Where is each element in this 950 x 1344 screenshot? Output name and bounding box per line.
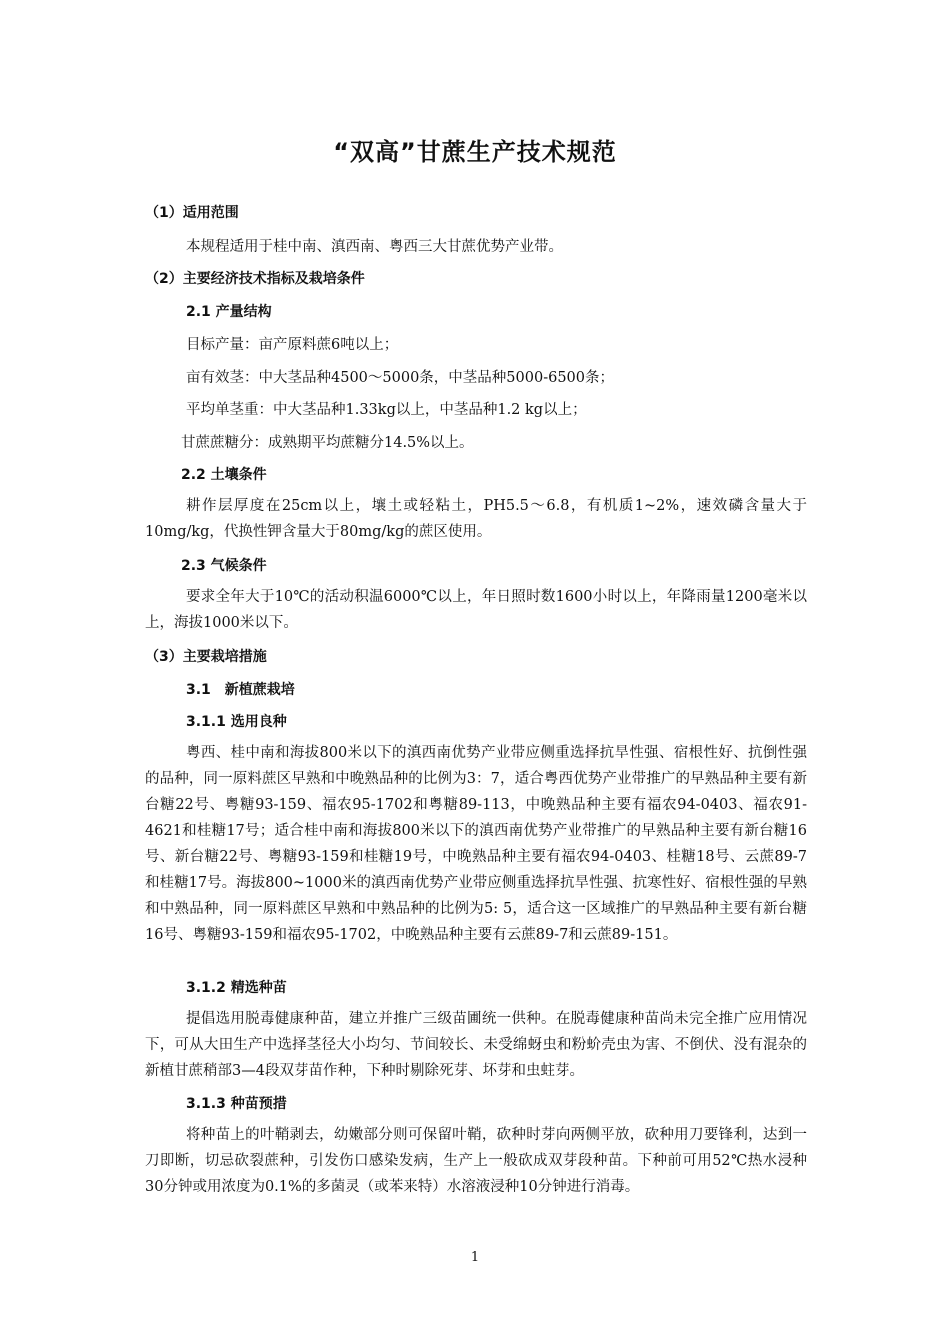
section-1-text: 本规程适用于桂中南、滇西南、粤西三大甘蔗优势产业带。 bbox=[186, 239, 563, 255]
stalk-weight-line: 平均单茎重：中大茎品种1.33kg以上，中茎品种1.2 kg以上； bbox=[186, 402, 587, 418]
sugar-content-line: 甘蔗蔗糖分：成熟期平均蔗糖分14.5%以上。 bbox=[181, 435, 474, 451]
yield-target-line: 目标产量：亩产原料蔗6吨以上； bbox=[186, 337, 399, 353]
seedling-selection-paragraph: 提倡选用脱毒健康种苗，建立并推广三级苗圃统一供种。在脱毒健康种苗尚未完全推广应用情况下，可从大田生产中选择茎径大小均匀、节间较长、未受绵蚜虫和粉蚧壳虫为害、不倒伏、没有混杂的新植甘蔗稍部3—4段双芽苗作种，下种时剔除死芽、坏芽和虫蛀芽。 bbox=[145, 1011, 807, 1079]
variety-selection-paragraph: 粤西、桂中南和海拔800米以下的滇西南优势产业带应侧重选择抗旱性强、宿根性好、抗倒性强的品种，同一原料蔗区早熟和中晚熟品种的比例为3：7，适合粤西优势产业带推广的早熟品种主要有新台糖22号、粤糖93-159、福农95-1702和粤糖89-113，中晚熟品种主要有福农94-0403、福农91-4621和桂糖17号；适合桂中南和海拔800米以下的滇西南优势产业带推广的早熟品种主要有新台糖16号、新台糖22号、粤糖93-159和桂糖19号，中晚熟品种主要有福农94-0403、桂糖18号、云蔗89-7和桂糖17号。海拔800~1000米的滇西南优势产业带应侧重选择抗旱性强、抗寒性好、宿根性强的早熟和中熟品种，同一原料蔗区早熟和中熟品种的比例为5: 5，适合这一区域推广的早熟品种主要有新台糖16号、粤糖93-159和福农95-1702，中晚熟品种主要有云蔗89-7和云蔗89-151。 bbox=[145, 745, 807, 943]
seedling-treatment-paragraph: 将种苗上的叶鞘剥去，幼嫩部分则可保留叶鞘，砍种时芽向两侧平放，砍种用刀要锋利，达到一刀即断，切忌砍裂蔗种，引发伤口感染发病，生产上一般砍成双芽段种苗。下种前可用52℃热水浸种30分钟或用浓度为0.1%的多菌灵（或苯来特）水溶液浸种10分钟进行消毒。 bbox=[145, 1127, 807, 1195]
section-2-heading: （2）主要经济技术指标及栽培条件 bbox=[145, 271, 365, 287]
effective-stalks-line: 亩有效茎：中大茎品种4500～5000条，中茎品种5000-6500条； bbox=[186, 370, 615, 386]
soil-conditions-paragraph: 耕作层厚度在25cm以上，壤土或轻粘土，PH5.5～6.8，有机质1~2%，速效磷含量大于10mg/kg，代换性钾含量大于80mg/kg的蔗区使用。 bbox=[145, 498, 807, 540]
section-3-1-heading: 3.1 新植蔗栽培 bbox=[186, 682, 295, 698]
section-1-heading: （1）适用范围 bbox=[145, 205, 239, 221]
section-3-1-3-heading: 3.1.3 种苗预措 bbox=[186, 1096, 287, 1112]
page-number: 1 bbox=[470, 1250, 480, 1265]
section-3-1-2-heading: 3.1.2 精选种苗 bbox=[186, 980, 287, 996]
section-3-heading: （3）主要栽培措施 bbox=[145, 649, 267, 665]
climate-conditions-paragraph: 要求全年大于10℃的活动积温6000℃以上，年日照时数1600小时以上，年降雨量1200毫米以上，海拔1000米以下。 bbox=[145, 589, 807, 631]
page-title: “双高”甘蔗生产技术规范 bbox=[333, 138, 617, 166]
section-2-3-heading: 2.3 气候条件 bbox=[181, 558, 267, 574]
section-3-1-1-heading: 3.1.1 选用良种 bbox=[186, 714, 287, 730]
section-2-2-heading: 2.2 土壤条件 bbox=[181, 467, 267, 483]
section-2-1-heading: 2.1 产量结构 bbox=[186, 304, 272, 320]
